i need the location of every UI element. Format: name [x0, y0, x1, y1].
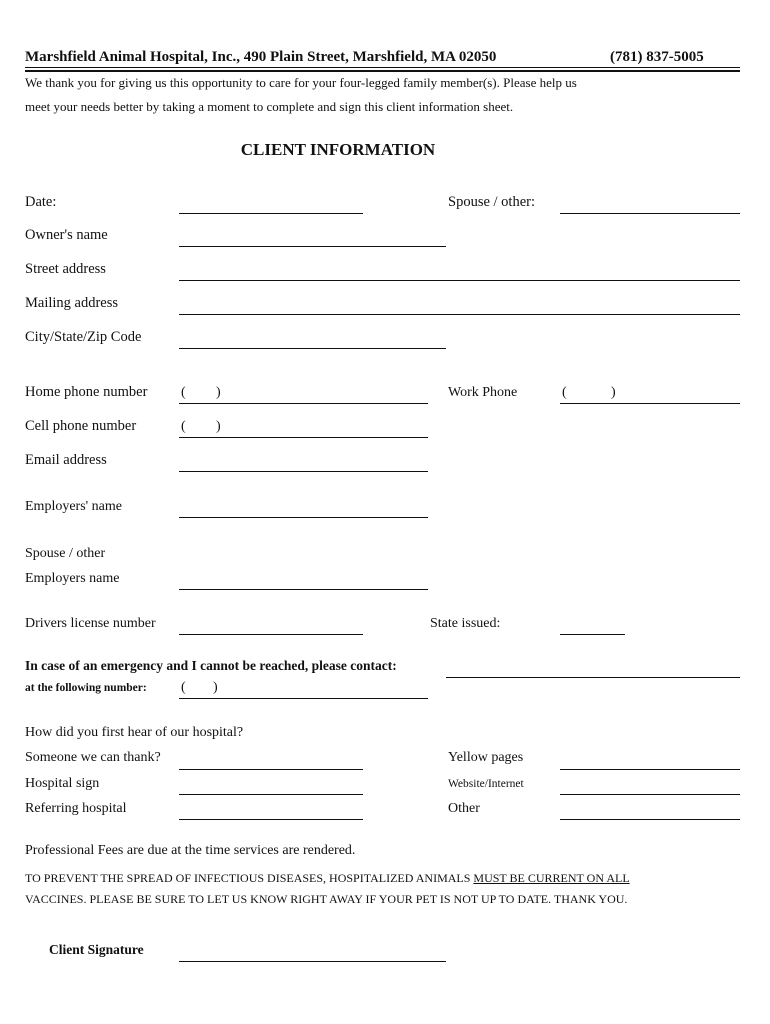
- fees-notice: Professional Fees are due at the time services are rendered.: [25, 843, 356, 858]
- emergency-number-paren-close: ): [213, 680, 218, 695]
- website-field[interactable]: [560, 794, 740, 795]
- spouse-other-employer-label: Spouse / other: [25, 546, 106, 561]
- cell-phone-paren-open: (: [181, 419, 186, 434]
- vaccine-warning-text: TO PREVENT THE SPREAD OF INFECTIOUS DISEASES, HOSPITALIZED ANIMALS: [25, 871, 474, 885]
- vaccine-warning-line-1: [25, 871, 630, 886]
- intro-line-2: meet your needs better by taking a moment to complete and sign this client information sheet.: [25, 99, 514, 114]
- someone-label: Someone we can thank?: [25, 750, 161, 765]
- hospital-sign-field[interactable]: [179, 794, 363, 795]
- hospital-phone: (781) 837-5005: [610, 49, 704, 65]
- home-phone-paren-close: ): [216, 385, 221, 400]
- emergency-contact-label: In case of an emergency and I cannot be reached, please contact:: [25, 658, 397, 673]
- emergency-contact-field[interactable]: [446, 677, 740, 678]
- home-phone-paren-open: (: [181, 385, 186, 400]
- owners-name-label: Owner's name: [25, 227, 108, 243]
- state-issued-label: State issued:: [430, 616, 501, 631]
- other-label: Other: [448, 801, 480, 816]
- intro-line-1: We thank you for giving us this opportunity to care for your four-legged family member(s). Please help us: [25, 75, 577, 90]
- header-rule-bottom: [25, 70, 740, 72]
- city-state-zip-field[interactable]: [179, 348, 446, 349]
- drivers-license-label: Drivers license number: [25, 616, 156, 631]
- employers-name-label: Employers' name: [25, 499, 122, 514]
- work-phone-paren-close: ): [611, 385, 616, 400]
- home-phone-label: Home phone number: [25, 384, 148, 400]
- form-title: CLIENT INFORMATION: [240, 140, 436, 159]
- spouse-other-field[interactable]: [560, 213, 740, 214]
- yellow-pages-field[interactable]: [560, 769, 740, 770]
- date-label: Date:: [25, 194, 57, 210]
- someone-field[interactable]: [179, 769, 363, 770]
- vaccine-warning-line-2: VACCINES. PLEASE BE SURE TO LET US KNOW RIGHT AWAY IF YOUR PET IS NOT UP TO DATE. THANK YOU.: [25, 892, 628, 906]
- mailing-address-label: Mailing address: [25, 295, 119, 311]
- referring-hospital-field[interactable]: [179, 819, 363, 820]
- spouse-employers-name-label: Employers name: [25, 571, 120, 586]
- spouse-employers-name-field[interactable]: [179, 589, 428, 590]
- other-field[interactable]: [560, 819, 740, 820]
- mailing-address-field[interactable]: [179, 314, 740, 315]
- cell-phone-paren-close: ): [216, 419, 221, 434]
- hospital-sign-label: Hospital sign: [25, 776, 100, 791]
- emergency-number-label: at the following number:: [25, 682, 147, 694]
- street-address-label: Street address: [25, 261, 106, 277]
- emergency-number-field[interactable]: [179, 698, 428, 699]
- work-phone-label: Work Phone: [448, 385, 518, 400]
- email-field[interactable]: [179, 471, 428, 472]
- date-field[interactable]: [179, 213, 363, 214]
- header-rule-top: [25, 67, 740, 68]
- emergency-number-paren-open: (: [181, 680, 186, 695]
- street-address-field[interactable]: [179, 280, 740, 281]
- client-signature-label: Client Signature: [49, 942, 144, 957]
- referral-question: How did you first hear of our hospital?: [25, 725, 244, 740]
- work-phone-paren-open: (: [562, 385, 567, 400]
- email-label: Email address: [25, 452, 107, 468]
- drivers-license-field[interactable]: [179, 634, 363, 635]
- client-signature-field[interactable]: [179, 961, 446, 962]
- cell-phone-label: Cell phone number: [25, 418, 137, 434]
- state-issued-field[interactable]: [560, 634, 625, 635]
- owners-name-field[interactable]: [179, 246, 446, 247]
- home-phone-field[interactable]: [179, 403, 428, 404]
- hospital-header: Marshfield Animal Hospital, Inc., 490 Plain Street, Marshfield, MA 02050: [25, 49, 497, 65]
- website-label: Website/Internet: [448, 778, 524, 790]
- work-phone-field[interactable]: [560, 403, 740, 404]
- spouse-other-label: Spouse / other:: [448, 194, 535, 210]
- referring-hospital-label: Referring hospital: [25, 801, 127, 816]
- vaccine-warning-underlined: MUST BE CURRENT ON ALL: [473, 871, 630, 885]
- employers-name-field[interactable]: [179, 517, 428, 518]
- yellow-pages-label: Yellow pages: [448, 750, 524, 765]
- cell-phone-field[interactable]: [179, 437, 428, 438]
- city-state-zip-label: City/State/Zip Code: [25, 329, 142, 345]
